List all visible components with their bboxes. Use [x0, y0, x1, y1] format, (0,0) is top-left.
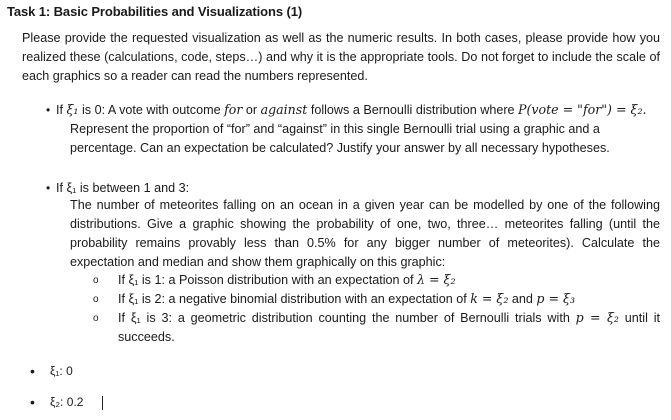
- sub-bullet: o: [93, 313, 99, 324]
- case13-sub-1: If ξ₁ is 1: a Poisson distribution with an expectation of λ = ξ₂: [118, 272, 456, 287]
- case0-line2: Represent the proportion of “for” and “against” in this single Bernoulli trial using a graphic and a: [70, 122, 600, 136]
- bullet-dot: •: [46, 103, 51, 117]
- xi1-value: ξ₁: 0: [50, 364, 73, 378]
- bullet-dot: •: [30, 394, 35, 410]
- sub-bullet: o: [93, 275, 99, 286]
- case13-sub-3: If ξ₁ is 3: a geometric distribution counting the number of Bernoulli trials with p = ξ₂ until it succeeds.: [118, 310, 661, 344]
- case13-body: The number of meteorites falling on an ocean in a given year can be modelled by one of the following distributions. Give a graphic showing the probability of one, two, three… meteorites falling (until the probability remains provably less than 0.5% for any bigger number of meteorites). Calculate the expectation and median and show them graphically on this graphic:: [70, 198, 660, 269]
- bullet-dot: •: [46, 181, 51, 195]
- task-title: Task 1: Basic Probabilities and Visualizations (1): [7, 4, 303, 19]
- bullet-dot: •: [30, 363, 35, 379]
- case13-lead: If ξ₁ is between 1 and 3:: [56, 181, 190, 195]
- task-intro: Please provide the requested visualization as well as the numeric results. In both cases, please provide how you realized these (calculations, code, steps…) and why it is the appropriate tools. Do not forget to include the scale of each graphics so a reader can read the numbers represented.: [22, 31, 660, 83]
- sub-bullet: o: [93, 294, 99, 305]
- case0-line1: If ξ₁ is 0: A vote with outcome for or against follows a Bernoulli distribution where P(vote = "for") = ξ₂.: [56, 102, 647, 117]
- case0-line3: percentage. Can an expectation be calculated? Justify your answer by all necessary hypotheses.: [70, 141, 610, 155]
- case13-sub-2: If ξ₁ is 2: a negative binomial distribution with an expectation of k = ξ₂ and p = ξ₃: [118, 291, 576, 306]
- text-cursor: [102, 396, 103, 410]
- xi2-value[interactable]: ξ₂: 0.2: [50, 395, 84, 409]
